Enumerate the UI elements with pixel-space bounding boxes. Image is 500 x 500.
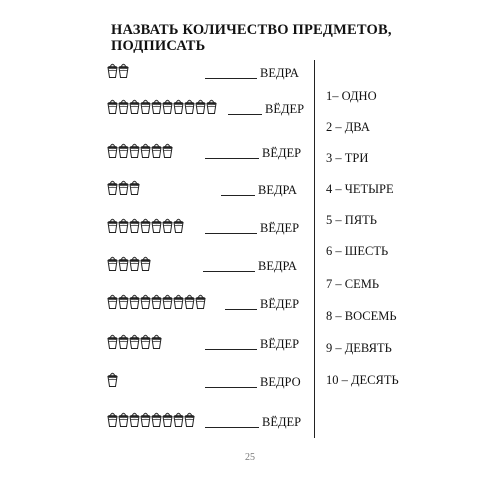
bucket-icon bbox=[162, 292, 173, 310]
bucket-icon bbox=[173, 292, 184, 310]
page-number: 25 bbox=[245, 452, 255, 463]
answer-field[interactable] bbox=[205, 214, 299, 238]
exercise-row bbox=[0, 368, 314, 392]
bucket-icon bbox=[173, 216, 184, 234]
bucket-icon bbox=[162, 97, 173, 115]
noun-word: ВЁДЕР bbox=[262, 146, 302, 160]
bucket-group bbox=[107, 95, 217, 119]
answer-blank-line[interactable] bbox=[205, 387, 257, 388]
answer-field[interactable] bbox=[205, 139, 301, 163]
legend-item: 1– ОДНО bbox=[326, 89, 377, 103]
answer-field[interactable] bbox=[225, 290, 299, 314]
title-line-2: ПОДПИСАТЬ bbox=[111, 38, 206, 54]
bucket-icon bbox=[107, 332, 118, 350]
legend-item: 6 – ШЕСТЬ bbox=[326, 244, 389, 258]
answer-blank-line[interactable] bbox=[203, 271, 255, 272]
noun-word: ВЕДРА bbox=[258, 259, 297, 273]
bucket-icon bbox=[118, 178, 129, 196]
exercise-row bbox=[0, 252, 314, 276]
exercise-row bbox=[0, 214, 314, 238]
answer-blank-line[interactable] bbox=[205, 233, 257, 234]
bucket-icon bbox=[107, 97, 118, 115]
bucket-icon bbox=[129, 254, 140, 272]
bucket-group bbox=[107, 214, 184, 238]
answer-blank-line[interactable] bbox=[205, 349, 257, 350]
bucket-icon bbox=[107, 61, 118, 79]
legend-item: 3 – ТРИ bbox=[326, 151, 369, 165]
answer-blank-line[interactable] bbox=[228, 114, 262, 115]
answer-field[interactable] bbox=[203, 252, 297, 276]
legend-item: 2 – ДВА bbox=[326, 120, 370, 134]
legend-item: 4 – ЧЕТЫРЕ bbox=[326, 182, 394, 196]
bucket-icon bbox=[184, 410, 195, 428]
bucket-group bbox=[107, 252, 151, 276]
bucket-group bbox=[107, 176, 140, 200]
bucket-icon bbox=[151, 97, 162, 115]
exercise-row bbox=[0, 330, 314, 354]
page-title bbox=[111, 22, 392, 54]
bucket-icon bbox=[151, 410, 162, 428]
bucket-icon bbox=[129, 97, 140, 115]
answer-field[interactable] bbox=[221, 176, 297, 200]
exercise-row bbox=[0, 95, 314, 119]
bucket-icon bbox=[107, 141, 118, 159]
bucket-icon bbox=[118, 332, 129, 350]
bucket-icon bbox=[184, 292, 195, 310]
answer-blank-line[interactable] bbox=[221, 195, 255, 196]
answer-blank-line[interactable] bbox=[205, 158, 259, 159]
noun-word: ВЁДЕР bbox=[260, 337, 300, 351]
bucket-icon bbox=[184, 97, 195, 115]
bucket-icon bbox=[107, 178, 118, 196]
answer-field[interactable] bbox=[205, 330, 299, 354]
bucket-icon bbox=[140, 141, 151, 159]
column-divider bbox=[314, 60, 315, 438]
answer-blank-line[interactable] bbox=[225, 309, 257, 310]
answer-field[interactable] bbox=[205, 408, 301, 432]
noun-word: ВЁДЕР bbox=[265, 102, 305, 116]
bucket-icon bbox=[118, 61, 129, 79]
bucket-group bbox=[107, 330, 162, 354]
bucket-icon bbox=[140, 97, 151, 115]
legend-item: 10 – ДЕСЯТЬ bbox=[326, 373, 399, 387]
bucket-icon bbox=[173, 97, 184, 115]
bucket-icon bbox=[107, 216, 118, 234]
bucket-icon bbox=[195, 97, 206, 115]
bucket-icon bbox=[129, 410, 140, 428]
bucket-group bbox=[107, 139, 173, 163]
bucket-icon bbox=[107, 410, 118, 428]
bucket-icon bbox=[107, 254, 118, 272]
bucket-icon bbox=[118, 292, 129, 310]
bucket-icon bbox=[129, 216, 140, 234]
bucket-icon bbox=[173, 410, 184, 428]
bucket-icon bbox=[151, 292, 162, 310]
answer-blank-line[interactable] bbox=[205, 78, 257, 79]
bucket-group bbox=[107, 290, 206, 314]
bucket-group bbox=[107, 408, 195, 432]
bucket-icon bbox=[206, 97, 217, 115]
bucket-icon bbox=[118, 216, 129, 234]
noun-word: ВЁДЕР bbox=[260, 221, 300, 235]
bucket-icon bbox=[118, 141, 129, 159]
noun-word: ВЁДЕР bbox=[260, 297, 300, 311]
bucket-icon bbox=[151, 332, 162, 350]
exercise-row bbox=[0, 176, 314, 200]
bucket-icon bbox=[129, 178, 140, 196]
exercise-row bbox=[0, 290, 314, 314]
exercise-row bbox=[0, 408, 314, 432]
legend-item: 9 – ДЕВЯТЬ bbox=[326, 341, 392, 355]
legend-item: 8 – ВОСЕМЬ bbox=[326, 309, 397, 323]
legend-item: 5 – ПЯТЬ bbox=[326, 213, 377, 227]
bucket-icon bbox=[129, 332, 140, 350]
bucket-icon bbox=[107, 292, 118, 310]
answer-field[interactable] bbox=[205, 59, 299, 83]
bucket-icon bbox=[118, 410, 129, 428]
exercise-row bbox=[0, 139, 314, 163]
bucket-icon bbox=[195, 292, 206, 310]
bucket-icon bbox=[162, 216, 173, 234]
bucket-icon bbox=[151, 216, 162, 234]
noun-word: ВЕДРА bbox=[260, 66, 299, 80]
answer-field[interactable] bbox=[205, 368, 301, 392]
exercise-row bbox=[0, 59, 314, 83]
bucket-icon bbox=[107, 370, 118, 388]
bucket-icon bbox=[118, 254, 129, 272]
bucket-icon bbox=[140, 292, 151, 310]
bucket-icon bbox=[151, 141, 162, 159]
bucket-icon bbox=[162, 141, 173, 159]
bucket-icon bbox=[140, 254, 151, 272]
bucket-group bbox=[107, 368, 118, 392]
answer-blank-line[interactable] bbox=[205, 427, 259, 428]
title-line-1: НАЗВАТЬ КОЛИЧЕСТВО ПРЕДМЕТОВ, bbox=[111, 22, 392, 38]
bucket-group bbox=[107, 59, 129, 83]
bucket-icon bbox=[162, 410, 173, 428]
bucket-icon bbox=[140, 332, 151, 350]
noun-word: ВЁДЕР bbox=[262, 415, 302, 429]
bucket-icon bbox=[118, 97, 129, 115]
answer-field[interactable] bbox=[228, 95, 304, 119]
legend-item: 7 – СЕМЬ bbox=[326, 277, 380, 291]
bucket-icon bbox=[129, 141, 140, 159]
noun-word: ВЕДРО bbox=[260, 375, 301, 389]
bucket-icon bbox=[129, 292, 140, 310]
bucket-icon bbox=[140, 216, 151, 234]
bucket-icon bbox=[140, 410, 151, 428]
noun-word: ВЕДРА bbox=[258, 183, 297, 197]
